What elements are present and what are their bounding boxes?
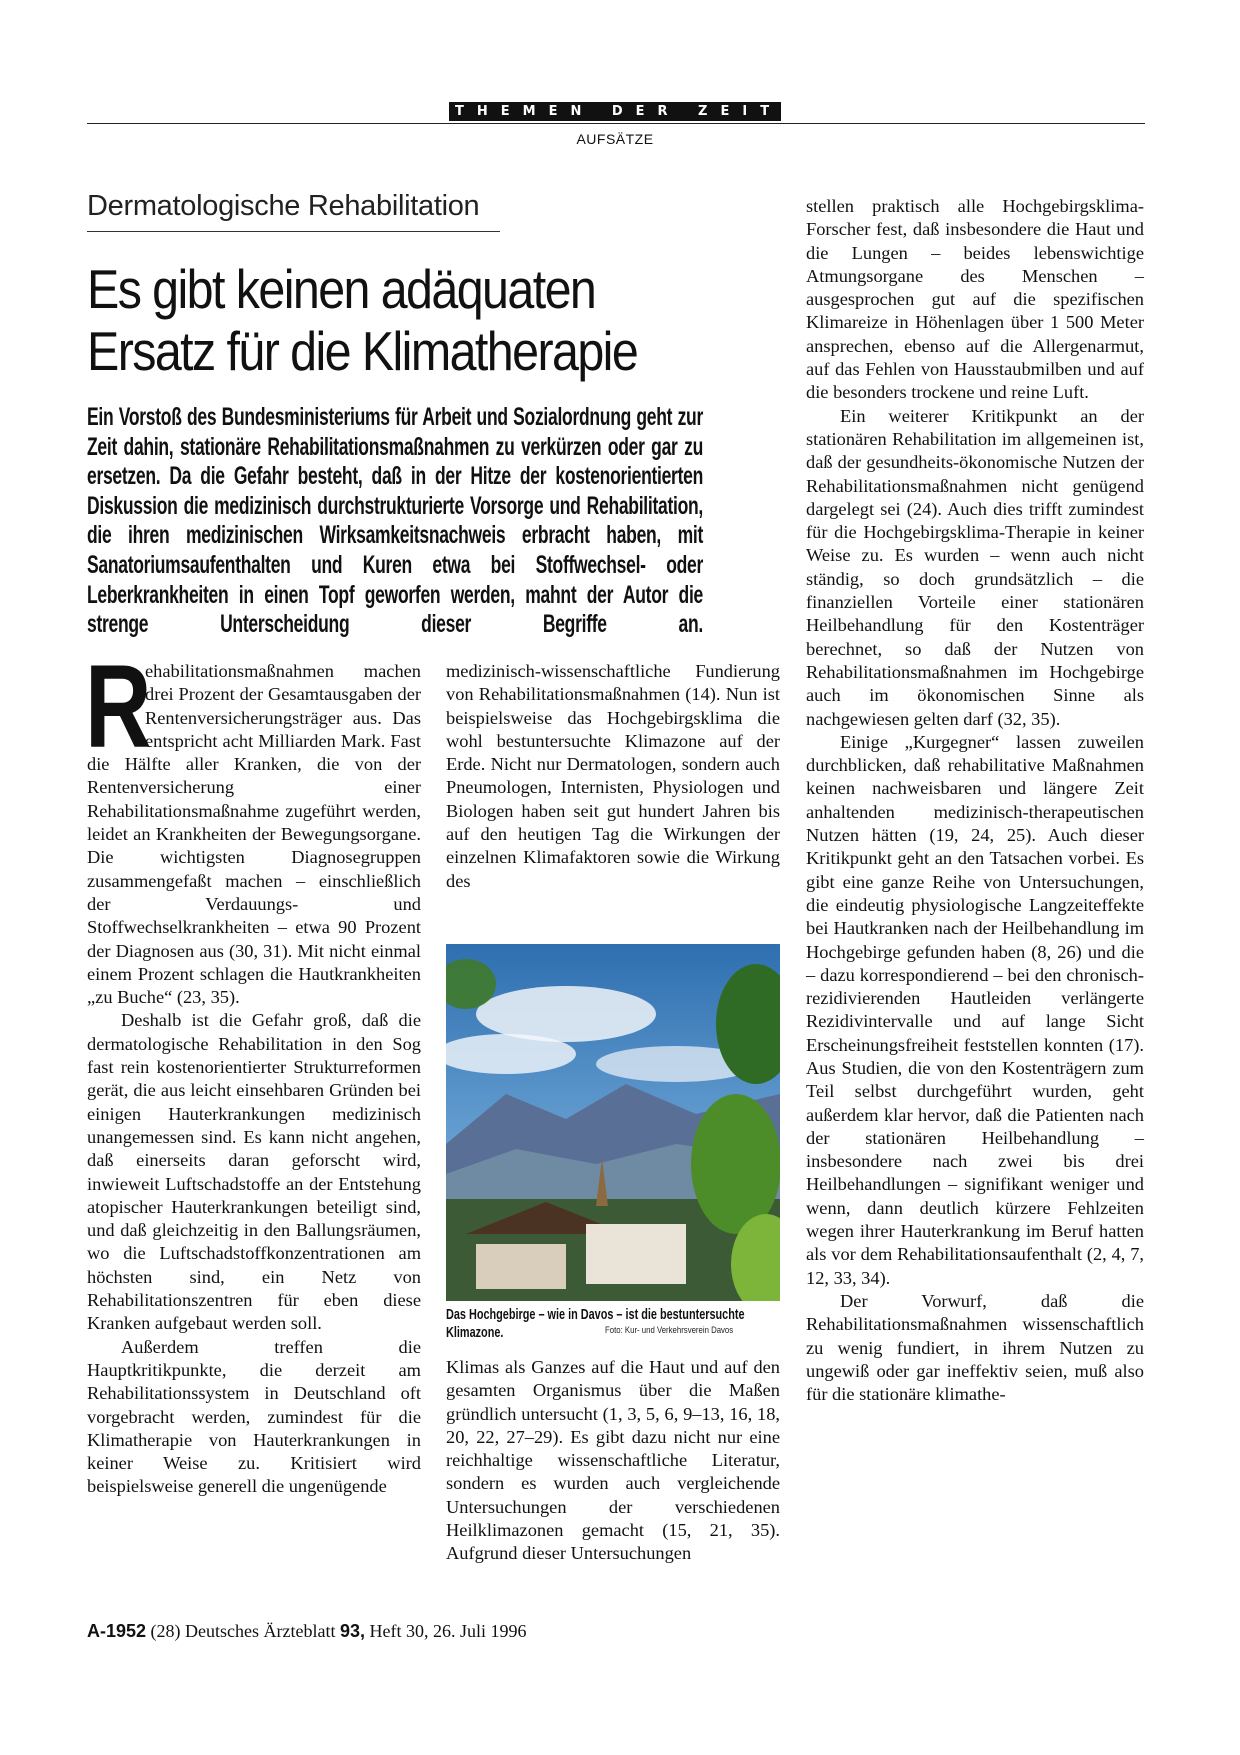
subsection-label: AUFSÄTZE (576, 131, 654, 147)
drop-cap: R (85, 641, 152, 773)
footer-volume: 93, (339, 1621, 366, 1641)
photo-credit: Foto: Kur- und Verkehrsverein Davos (605, 1325, 734, 1336)
kicker-rule (87, 231, 500, 232)
body-column-2-bottom (446, 1356, 780, 1566)
paragraph: Deshalb ist die Gefahr groß, daß die dermatologische Rehabilitation in den Sog fast rein kostenorientierter Strukturreformen gerät, die aus leicht einsehbaren Gründen bei einigen Hauterkrankungen medizinisch unangemessen sind. Es kann nicht angehen, daß einerseits daran geforscht wird, inwieweit Luftschadstoffe an der Entstehung atopischer Hauterkrankungen beteiligt sind, und daß gleichzeitig in den Ballungsräumen, wo die Luftschadstoffkonzentrationen am höchsten sind, ein Netz von Rehabilitationszentren für eben diese Kranken aufgebaut werden soll. (87, 1010, 421, 1334)
article-headline (87, 258, 703, 382)
section-label: THEMEN DER ZEIT (449, 102, 781, 121)
headline-line-2: Ersatz für die Klimatherapie (87, 320, 638, 382)
body-column-3 (806, 195, 1144, 1406)
body-column-2-top (446, 660, 780, 893)
photo-caption (446, 1306, 780, 1342)
paragraph: medizinisch-wissenschaftliche Fundierung von Rehabilitationsmaßnahmen (14). Nun ist beispielsweise das Hochgebirgsklima die wohl bestuntersuchte Klimazone auf der Erde. Nicht nur Dermatologen, sondern auch Pneumologen, Internisten, Physiologen und Biologen haben seit gut hundert Jahren bis auf den heutigen Tag die Wirkungen der einzelnen Klimafaktoren sowie die Wirkung des (446, 661, 780, 891)
caption-text: Das Hochgebirge – wie in Davos – ist die bestuntersuchte Klimazone. (446, 1307, 745, 1341)
paragraph: Außerdem treffen die Hauptkritikpunkte, die derzeit am Rehabilitationssystem in Deutschland oft vorgebracht werden, zumindest für die Klimatherapie von Hauterkrankungen in keiner Weise zu. Kritisiert wird beispielsweise generell die ungenügende (87, 1336, 421, 1497)
paragraph: Einige „Kurgegner“ lassen zuweilen durchblicken, daß rehabilitative Maßnahmen keinen nachweisbaren und längere Zeit anhaltenden medizinisch-therapeutischen Nutzen hätten (19, 24, 25). Auch dieser Kritikpunkt geht an den Tatsachen vorbei. Es gibt eine ganze Reihe von Untersuchungen, die eindeutig physiologische Langzeiteffekte bei Hautkranken nach der Heilbehandlung im Hochgebirge gefunden haben (8, 26) und die – dazu korrespondierend – bei den chronisch-rezidivierenden Hautleiden verlängerte Rezidivintervalle und auf lange Sicht Erscheinungsfreiheit feststellen konnten (17). Aus Studien, die von den Kostenträgern zum Teil selbst durchgeführt wurden, geht außerdem klar hervor, daß die Patienten nach der stationären Heilbehandlung – insbesondere nach zwei bis drei Heilbehandlungen – signifikant weniger und wenn, dann deutlich kürzere Fehlzeiten wegen ihrer Hauterkrankung im Beruf hatten als vor dem Rehabilitationsaufenthalt (2, 4, 7, 12, 33, 34). (806, 731, 1144, 1288)
davos-landscape-image (446, 944, 780, 1301)
paragraph-text: ehabilitationsmaßnahmen machen drei Prozent der Gesamtausgaben der Rentenversicherungsträger aus. Das entspricht acht Milliarden Mark. Fast die Hälfte aller Kranken, die von der Rentenversicherung einer Rehabilitationsmaßnahme zugeführt werden, leidet an Krankheiten der Bewegungsorgane. Die wichtigsten Diagnosegruppen zusammengefaßt machen – einschließlich der Verdauungs- und Stoffwechselkrankheiten – etwa 90 Prozent der Diagnosen aus (30, 31). Mit nicht einmal einem Prozent schlagen die Hautkrankheiten „zu Buche“ (23, 35). (87, 661, 421, 1008)
headline-line-1: Es gibt keinen adäquaten (87, 258, 596, 320)
page-number: A-1952 (87, 1621, 147, 1641)
page-footer (87, 1621, 527, 1642)
paragraph: Klimas als Ganzes auf die Haut und auf den gesamten Organismus über die Maßen gründlich untersucht (1, 3, 5, 6, 9–13, 16, 18, 20, 22, 27–29). Es gibt dazu nicht nur eine reichhaltige wissenschaftliche Literatur, sondern es wurden auch vergleichende Untersuchungen der verschiedenen Heilklimazonen gemacht (15, 21, 35). Aufgrund dieser Untersuchungen (446, 1357, 780, 1564)
paragraph: Der Vorwurf, daß die Rehabilitationsmaßnahmen wissenschaftlich zu wenig fundiert, in ihrem Nutzen zu ungewiß oder gar ineffektiv seien, muß also für die stationäre klimathe- (806, 1290, 1144, 1405)
body-column-1 (85, 641, 421, 1499)
article-kicker: Dermatologische Rehabilitation (87, 190, 480, 222)
footer-journal: (28) Deutsches Ärzteblatt (150, 1621, 336, 1641)
footer-issue: Heft 30, 26. Juli 1996 (369, 1621, 527, 1641)
paragraph: stellen praktisch alle Hochgebirgsklima-Forscher fest, daß insbesondere die Haut und die Lungen – beides lebenswichtige Atmungsorgane des Menschen – ausgesprochen gut auf die spezifischen Klimareize in Höhenlagen über 1 500 Meter ansprechen, ebenso auf die Allergenarmut, auf das Fehlen von Hausstaubmilben und auf die besonders trockene und reine Luft. (806, 196, 1144, 403)
article-lead: Ein Vorstoß des Bundesministeriums für Arbeit und Sozialordnung geht zur Zeit dahin, stationäre Rehabilitationsmaßnahmen zu verkürzen oder gar zu ersetzen. Da die Gefahr besteht, daß in der Hitze der kostenorientierten Diskussion die medizinisch durchstrukturierte Vorsorge und Rehabilitation, die ihren medizinischen Wirksamkeitsnachweis erbracht haben, mit Sanatoriumsaufenthalten und Kuren etwa bei Stoffwechsel- oder Leberkrankheiten in einen Topf geworfen werden, mahnt der Autor die strenge Unterscheidung dieser Begriffe an. (87, 403, 703, 639)
davos-photo (446, 944, 780, 1301)
header-rule (87, 123, 1145, 124)
paragraph (85, 641, 421, 1009)
paragraph: Ein weiterer Kritikpunkt an der stationären Rehabilitation im allgemeinen ist, daß der gesundheits-ökonomische Nutzen der Rehabilitationsmaßnahmen nicht genügend dargelegt sei (24). Auch dies trifft zumindest für die Hochgebirgsklima-Therapie in keiner Weise zu. Es wurden – wenn auch nicht ständig, so doch grundsätzlich – die finanziellen Vorteile einer stationären Heilbehandlung für den Kostenträger berechnet, so daß der Nutzen von Rehabilitationsmaßnahmen im Hochgebirge auch im ökonomischen Sinne als nachgewiesen gelten darf (32, 35). (806, 405, 1144, 729)
